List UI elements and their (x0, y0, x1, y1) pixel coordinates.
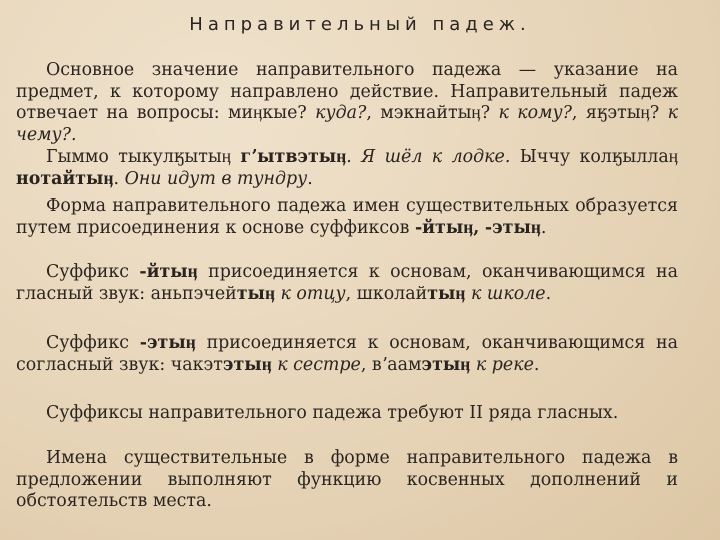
italic-text: к чему?. (16, 103, 678, 146)
text: Имена существительные в форме направительного падежа в предложении выполняют функцию косвенных дополнений и обстоятельств места. (16, 448, 678, 512)
paragraph-formation (16, 196, 678, 239)
text: . (346, 147, 362, 167)
paragraph-suffix-vowel (16, 262, 678, 305)
bold-text: -йтыӊ, (414, 217, 480, 238)
text: Основное значение направительного падежа — указание на предмет, к которому направлено действие. Направительный падеж отвечает на вопросы: миӊкые? (16, 60, 678, 124)
text: Гыммо тыкулӄытыӊ (46, 147, 241, 167)
bold-text: этыӊ (421, 354, 471, 375)
paragraph-definition (16, 60, 678, 147)
paragraph-suffix-consonant (16, 333, 678, 376)
text: , яӄэтыӊ? (571, 103, 668, 124)
text: Суффиксы направительного падежа требуют II ряда гласных. (46, 403, 619, 423)
bold-text: -этыӊ (139, 333, 196, 353)
italic-text: к кому? (498, 103, 572, 124)
italic-text: к школе (470, 283, 546, 304)
italic-text: к сестре (277, 354, 361, 375)
bold-text: тыӊ (427, 283, 466, 304)
text: . (533, 354, 540, 375)
bold-text: гʼытвэтыӊ (240, 147, 347, 167)
text: Ыччу колӄыллаӊ (510, 147, 678, 167)
bold-text: -этыӊ (484, 217, 541, 238)
text: . (540, 217, 547, 238)
text: присоединяется к основам, оканчивающимся на гласный звук: аньпэчей (16, 262, 678, 304)
text: . (545, 283, 552, 304)
italic-text: к реке (475, 354, 534, 375)
bold-text: этыӊ (222, 354, 272, 375)
italic-text: к отцу (280, 283, 346, 304)
italic-text: Я шёл к лодке. (361, 147, 511, 167)
text: Суффикс (46, 262, 140, 282)
bold-text: -йтыӊ (139, 262, 198, 282)
italic-text: куда? (315, 103, 367, 124)
bold-text: нотайтыӊ (16, 168, 114, 189)
text: . (307, 168, 313, 189)
paragraph-examples (16, 147, 678, 190)
text: , вʼаам (360, 354, 422, 375)
section-title: Направительный падеж. (189, 14, 531, 35)
text: Суффикс (46, 333, 140, 353)
bold-text: тыӊ (236, 283, 275, 304)
paragraph-vowel-row (16, 403, 678, 425)
text: . (113, 168, 125, 189)
text: , мэкнайтыӊ? (366, 103, 499, 124)
text: Форма направительного падежа имен существительных образуется путем присоединения к основе суффиксов (16, 196, 678, 238)
paragraph-function (16, 448, 678, 513)
italic-text: Они идут в тундру (124, 168, 308, 189)
text: , школай (345, 283, 428, 304)
text: присоединяется к основам, оканчивающимся на согласный звук: чакэт (16, 333, 678, 375)
